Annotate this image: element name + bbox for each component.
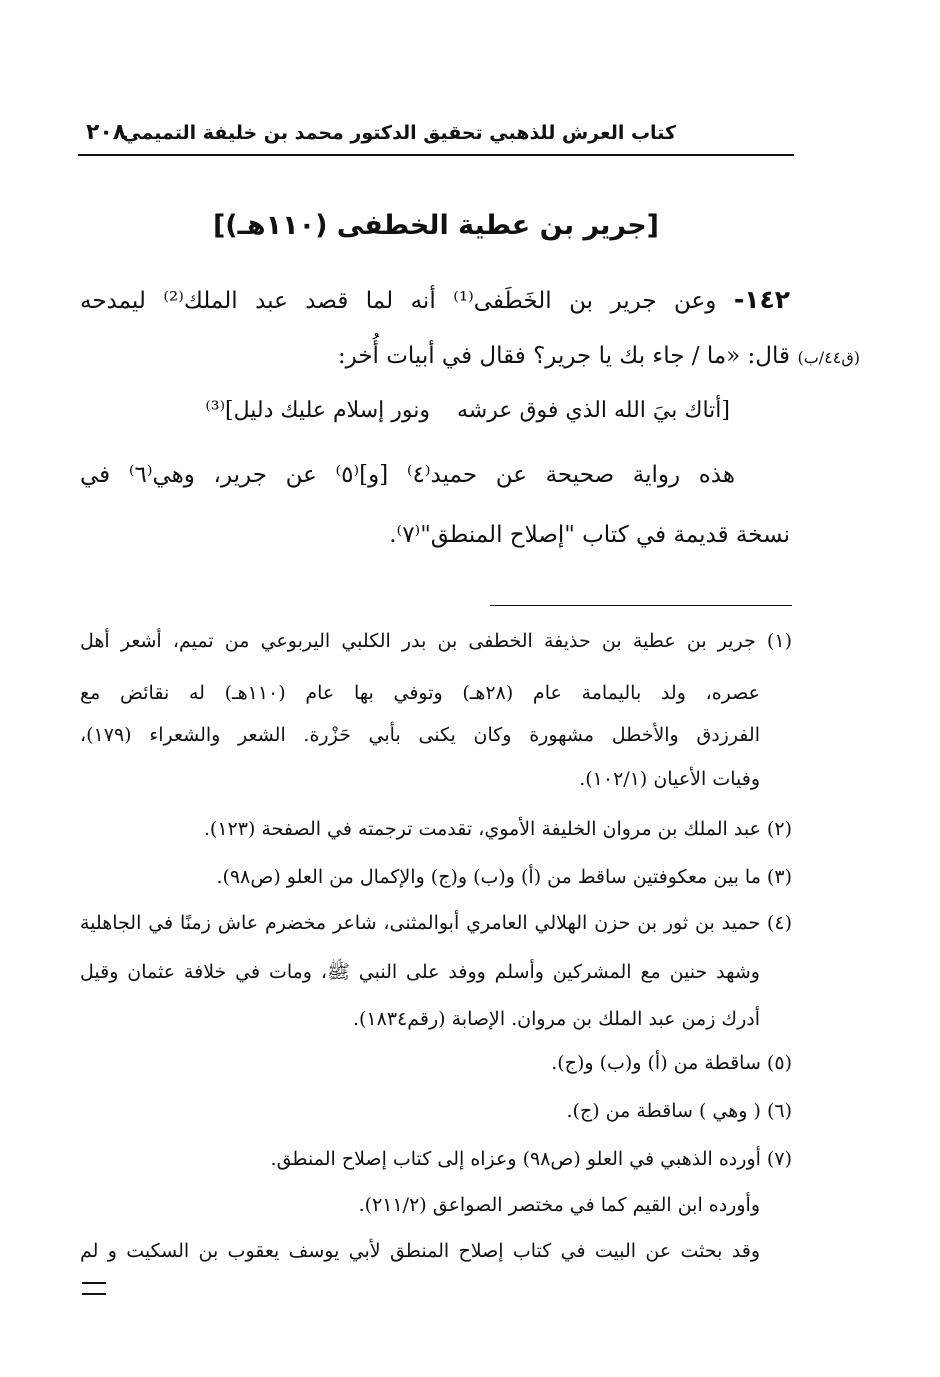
footnote-3: (٣) ما بين معكوفتين ساقط من (أ) و(ب) و(ج) والإكمال من العلو (ص٩٨).	[216, 866, 792, 888]
footnote-7-line-2: وأورده ابن القيم كما في مختصر الصواعق (٢١١/٢).	[358, 1194, 760, 1216]
footnote-7-line-3: وقد بحثت عن البيت في كتاب إصلاح المنطق لأبي يوسف يعقوب بن السكيت و لم	[80, 1240, 760, 1262]
footnote-separator	[490, 605, 792, 606]
running-header	[78, 118, 794, 158]
continuation-mark	[82, 1282, 106, 1295]
entry-number: ١٤٢-	[733, 285, 791, 314]
page-number: ٢٠٨	[86, 120, 127, 145]
footnote-1-line-3: الفرزدق والأخطل مشهورة وكان يكنى بأبي حَزْرة. الشعر والشعراء (١٧٩)،	[80, 724, 760, 746]
footnote-1-line-1: (١) جرير بن عطية بن حذيفة الخطفى بن بدر الكلبي اليربوعي من تميم، أشعر أهل	[80, 630, 792, 652]
footnote-2: (٢) عبد الملك بن مروان الخليفة الأموي، تقدمت ترجمته في الصفحة (١٢٣).	[203, 818, 792, 840]
verse-hemistich-1: [أتاك بيَ الله الذي فوق عرشه	[456, 398, 730, 423]
manuscript-folio-note: (ق٤٤/ب)	[797, 348, 860, 367]
footnote-4-line-3: أدرك زمن عبد الملك بن مروان. الإصابة (رقم١٨٣٤).	[352, 1008, 760, 1030]
verse-hemistich-2: ونور إسلام عليك دليل]⁽³⁾	[205, 398, 430, 423]
running-header-title: كتاب العرش للذهبي تحقيق الدكتور محمد بن خليفة التميمي	[122, 122, 676, 144]
body-line-2: قال: «ما / جاء بك يا جرير؟ فقال في أبيات أُخر:	[337, 343, 790, 369]
body-line-3: هذه رواية صحيحة عن حميد⁽٤⁾ [و]⁽٥⁾ عن جرير، وهي⁽٦⁾ في	[80, 462, 735, 488]
section-heading: [جرير بن عطية الخطفى (١١٠هـ)]	[212, 210, 660, 241]
footnote-1-line-2: عصره، ولد باليمامة عام (٢٨هـ) وتوفي بها عام (١١٠هـ) له نقائض مع	[80, 682, 760, 704]
footnote-4-line-2: وشهد حنين مع المشركين وأسلم ووفد على النبي ﷺ، ومات في خلافة عثمان وقيل	[80, 961, 760, 983]
body-line-1	[80, 285, 790, 314]
footnote-4-line-1: (٤) حميد بن ثور بن حزن الهلالي العامري أبوالمثنى، شاعر مخضرم عاش زمنًا في الجاهلية	[80, 912, 792, 934]
footnote-5: (٥) ساقطة من (أ) و(ب) و(ج).	[551, 1052, 792, 1074]
footnote-1-line-4: وفيات الأعيان (١٠٢/١).	[579, 768, 760, 790]
header-rule	[78, 154, 794, 156]
footnote-7-line-1: (٧) أورده الذهبي في العلو (ص٩٨) وعزاه إلى كتاب إصلاح المنطق.	[270, 1148, 792, 1170]
body-line-1-text: وعن جرير بن الخَطَفى⁽¹⁾ أنه لما قصد عبد الملك⁽²⁾ ليمدحه	[80, 288, 717, 314]
footnote-6: (٦) ( وهي ) ساقطة من (ج).	[566, 1100, 792, 1122]
body-line-4: نسخة قديمة في كتاب "إصلاح المنطق"⁽٧⁾.	[389, 522, 790, 548]
